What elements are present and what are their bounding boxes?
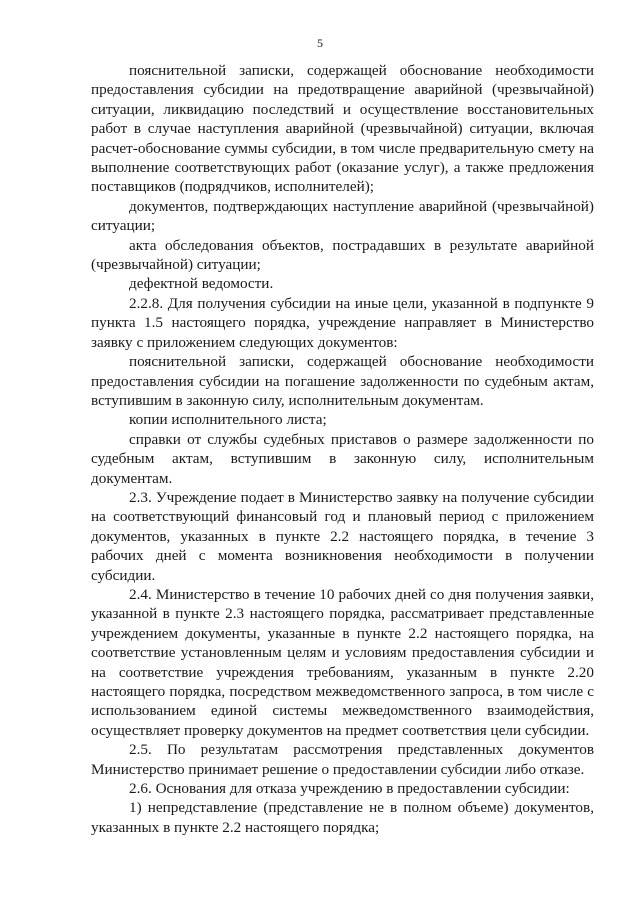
paragraph: пояснительной записки, содержащей обоснование необходимости предоставления субсидии на погашение задолженности по судебным актам, вступившим в законную силу, исполнительным документам. [91, 353, 594, 409]
paragraph: 2.4. Министерство в течение 10 рабочих дней со дня получения заявки, указанной в пункте 2.3 настоящего порядка, рассматривает представленные учреждением документы, указанные в пункте 2.2 настоящего порядка, на соответствие установленным целям и условиям предоставления субсидии и на соответствие учреждения требованиям, указанным в пункте 2.20 настоящего порядка, посредством межведомственного запроса, в том числе с использованием единой системы межведомственного взаимодействия, осуществляет проверку документов на предмет соответствия цели субсидии. [91, 585, 594, 739]
paragraph: документов, подтверждающих наступление аварийной (чрезвычайной) ситуации; [91, 197, 594, 235]
paragraph: 2.5. По результатам рассмотрения представленных документов Министерство принимает решение о предоставлении субсидии либо отказе. [91, 741, 594, 778]
document-body [91, 61, 594, 837]
paragraph: 2.3. Учреждение подает в Министерство заявку на получение субсидии на соответствующий финансовый год и плановый период с приложением документов, указанных в пункте 2.2 настоящего порядка, в течение 3 рабочих дней с момента возникновения необходимости в получении субсидии. [91, 488, 594, 584]
page-number: 5 [317, 36, 323, 50]
paragraph: пояснительной записки, содержащей обоснование необходимости предоставления субсидии на предотвращение аварийной (чрезвычайной) ситуации, ликвидацию последствий и осуществление восстановительных работ в случае наступления аварийной (чрезвычайной) ситуации, включая расчет-обоснование суммы субсидии, в том числе предварительную смету на выполнение соответствующих работ (оказание услуг), а также предложения поставщиков (подрядчиков, исполнителей); [91, 62, 594, 196]
paragraph: 2.6. Основания для отказа учреждению в предоставлении субсидии: [129, 780, 570, 798]
paragraph: 2.2.8. Для получения субсидии на иные цели, указанной в подпункте 9 пункта 1.5 настоящего порядка, учреждение направляет в Министерство заявку с приложением следующих документов: [91, 294, 594, 351]
paragraph: справки от службы судебных приставов о размере задолженности по судебным актам, вступившим в законную силу, исполнительным документам. [91, 430, 594, 487]
paragraph: дефектной ведомости. [129, 275, 274, 293]
paragraph: акта обследования объектов, пострадавших в результате аварийной (чрезвычайной) ситуации; [91, 236, 594, 274]
paragraph: 1) непредставление (представление не в полном объеме) документов, указанных в пункте 2.2 настоящего порядка; [91, 799, 594, 836]
paragraph: копии исполнительного листа; [129, 411, 327, 429]
